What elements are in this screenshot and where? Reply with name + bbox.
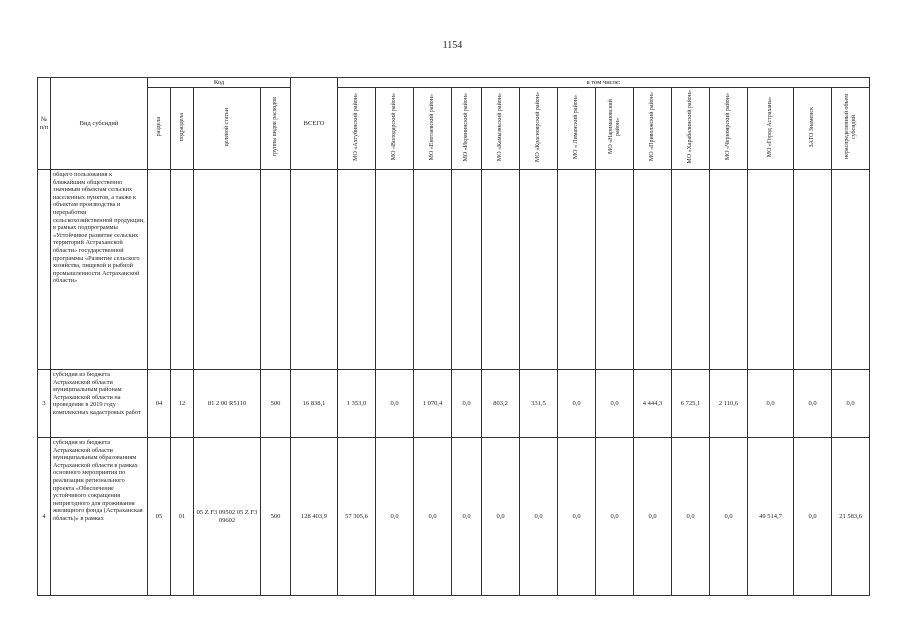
row-tselevaya: 05 Z F3 09502 05 Z F3 09602 [194,438,261,596]
row-value [414,170,452,370]
row-value: 0,0 [558,438,596,596]
row-value: 2 110,6 [710,370,748,438]
header-kod-col: подраздела [171,88,194,170]
row-tselevaya: 81 2 00 R5110 [194,370,261,438]
row-razdel: 05 [148,438,171,596]
header-district: МО «Камызякский район» [482,88,520,170]
row-total: 16 838,1 [291,370,338,438]
row-value: 4 444,3 [634,370,672,438]
row-podrazdel [171,170,194,370]
header-kod: Код [148,78,291,88]
row-name: общего пользования к ближайшим общественно значимым объектам сельских населенных пунктов, а также к объектам производства и переработки сельскохозяйственной продукции, в рамках подпрограммы «Устойчивое развитие сельских территорий Астраханской области» государственной программы «Развитие сельского хозяйства, пищевой и рыбной промышленности Астраханской области» [51,170,148,370]
row-tselevaya [194,170,261,370]
row-no: 4 [38,438,51,596]
header-district: МО «Ахтубинский район» [338,88,376,170]
row-value: 0,0 [452,438,482,596]
row-podrazdel: 01 [171,438,194,596]
page-number: 1154 [442,40,463,51]
header-district: МО «Город Астрахань» [748,88,794,170]
row-value: 0,0 [558,370,596,438]
row-value [338,170,376,370]
row-value: 0,0 [596,370,634,438]
row-gruppa [261,170,291,370]
header-total: ВСЕГО [291,78,338,170]
header-district: МО «Икрянинский район» [452,88,482,170]
table-row [38,438,870,596]
row-value: 0,0 [832,370,870,438]
row-value [482,170,520,370]
row-value: 6 725,1 [672,370,710,438]
header-row-2 [38,88,870,170]
header-kod-col: целевой статьи [194,88,261,170]
row-value: 49 514,7 [748,438,794,596]
row-value: 1 070,4 [414,370,452,438]
header-v-tom-chisle: в том числе: [338,78,870,88]
header-district: МО « Лиманский район» [558,88,596,170]
row-value [376,170,414,370]
header-district: МО «Наримановский район» [596,88,634,170]
row-value: 0,0 [794,438,832,596]
header-district: МО «Приволжский район» [634,88,672,170]
row-value: 0,0 [634,438,672,596]
row-no [38,170,51,370]
row-value [832,170,870,370]
row-value: 331,5 [520,370,558,438]
row-value: 0,0 [520,438,558,596]
row-value: 0,0 [748,370,794,438]
row-value [710,170,748,370]
row-gruppa: 500 [261,370,291,438]
header-row-1 [38,78,870,88]
row-value [452,170,482,370]
row-value [794,170,832,370]
table-row [38,370,870,438]
row-value: 21 583,6 [832,438,870,596]
header-district: МО «Енотаевский район» [414,88,452,170]
header-district: ЗАТО Знаменск [794,88,832,170]
row-value: 0,0 [672,438,710,596]
row-value: 0,0 [376,438,414,596]
row-value: 0,0 [596,438,634,596]
header-name: Вид субсидий [51,78,148,170]
header-kod-col: раздела [148,88,171,170]
row-value: 803,2 [482,370,520,438]
header-district: МО «Черноярский район» [710,88,748,170]
row-name: субсидия из бюджета Астраханской области муниципальным образованиям Астраханской области в рамках основного мероприятия по реализации регионального проекта «Обеспечение устойчивого сокращения непригодного для проживания жилищного фонда (Астраханская область)» в рамках [51,438,148,596]
header-district: МО «Харабалинский район» [672,88,710,170]
header-no: № п/п [38,78,51,170]
row-value [634,170,672,370]
row-total: 128 403,9 [291,438,338,596]
row-value [596,170,634,370]
row-value [672,170,710,370]
header-district: МО «Володарский район» [376,88,414,170]
row-value: 1 353,0 [338,370,376,438]
subsidy-table [37,77,870,596]
row-value: 0,0 [414,438,452,596]
row-value: 0,0 [376,370,414,438]
row-gruppa: 500 [261,438,291,596]
row-razdel: 04 [148,370,171,438]
row-value: 0,0 [452,370,482,438]
row-value [748,170,794,370]
row-value: 57 305,6 [338,438,376,596]
header-kod-col: группы видов расходов [261,88,291,170]
row-podrazdel: 12 [171,370,194,438]
table-row [38,170,870,370]
row-value: 0,0 [710,438,748,596]
row-no: 3 [38,370,51,438]
row-value: 0,0 [794,370,832,438]
row-razdel [148,170,171,370]
header-district: МО «Красноярский район» [520,88,558,170]
row-value: 0,0 [482,438,520,596]
row-total [291,170,338,370]
header-district: нераспределенный объем субсидий [832,88,870,170]
row-value [558,170,596,370]
row-name: субсидия из бюджета Астраханской области муниципальным районам Астраханской области на проведение в 2019 году комплексных кадастровых работ [51,370,148,438]
row-value [520,170,558,370]
